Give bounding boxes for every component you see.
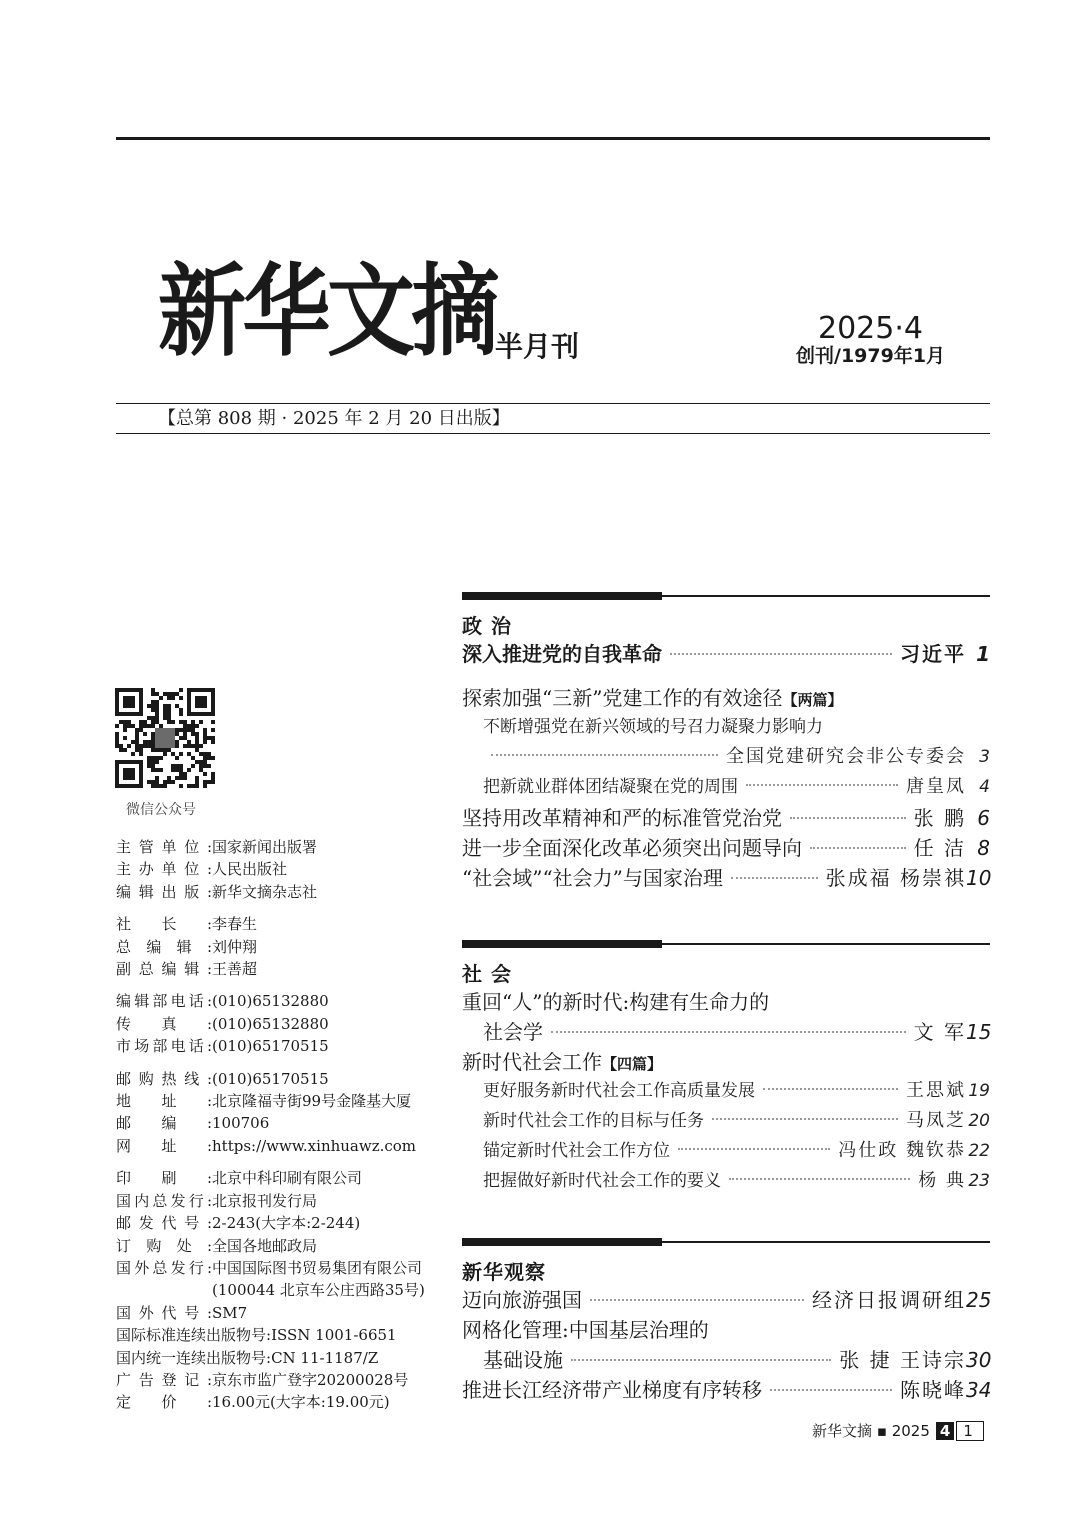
issue-rule-bottom (116, 433, 990, 434)
toc-entry[interactable] (483, 1106, 990, 1132)
info-row (116, 1257, 456, 1279)
dot-leader (571, 1358, 831, 1361)
table-of-contents (462, 592, 990, 1412)
toc-entry[interactable] (483, 712, 990, 737)
entry-author: 马凤芝 (906, 1110, 966, 1131)
dot-leader (729, 1177, 910, 1180)
info-label: 邮编: (116, 1114, 212, 1133)
toc-entry[interactable] (462, 832, 990, 861)
info-label: 国际标准连续出版物号: (116, 1326, 272, 1345)
info-value: (100044 北京车公庄西路35号) (212, 1281, 425, 1300)
toc-entry[interactable] (462, 1374, 990, 1403)
info-label: 主办单位: (116, 860, 212, 879)
info-label: 国外总发行: (116, 1258, 212, 1277)
entry-page: 1 (976, 642, 990, 666)
section-rule (462, 940, 990, 948)
toc-entry[interactable] (483, 1136, 990, 1162)
info-value: 16.00元(大字本:19.00元) (212, 1393, 390, 1412)
toc-entry[interactable] (483, 1344, 990, 1373)
dot-leader (763, 1087, 898, 1090)
footer-text: 新华文摘 ▪ 2025 (812, 1422, 930, 1440)
info-row (116, 858, 456, 880)
qr-caption: 微信公众号 (126, 802, 196, 818)
dot-leader (670, 652, 892, 655)
entry-author: 习近平 (900, 642, 966, 666)
entry-page: 6 (977, 806, 990, 830)
info-label: 邮发代号: (116, 1214, 212, 1233)
info-value: 100706 (212, 1114, 270, 1133)
entry-title: 探索加强“三新”党建工作的有效途径 (462, 686, 783, 710)
entry-title: 网格化管理:中国基层治理的 (462, 1318, 709, 1342)
info-row (116, 936, 456, 958)
entry-author: 张 鹏 (913, 806, 966, 830)
toc-entry[interactable] (462, 1284, 990, 1313)
info-row (116, 881, 456, 903)
entry-author: 全国党建研究会非公专委会 (726, 746, 966, 767)
info-value: 王善超 (212, 960, 258, 979)
dot-leader (678, 1147, 830, 1150)
entry-title: 迈向旅游强国 (462, 1288, 582, 1312)
info-row (116, 990, 456, 1012)
info-value: (010)65170515 (212, 1069, 329, 1088)
entry-title: 推进长江经济带产业梯度有序转移 (462, 1378, 762, 1402)
info-label: 编辑部电话: (116, 992, 212, 1011)
info-value: 全国各地邮政局 (212, 1236, 318, 1255)
entry-page: 4 (979, 777, 990, 797)
info-label: 邮购热线: (116, 1069, 212, 1088)
info-value: 中国国际图书贸易集团有限公司 (212, 1258, 423, 1277)
info-row (116, 836, 456, 858)
toc-entry[interactable] (483, 1076, 990, 1102)
issue-line: 【总第 808 期 · 2025 年 2 月 20 日出版】 (158, 408, 510, 429)
entry-title: 进一步全面深化改革必须突出问题导向 (462, 836, 802, 860)
toc-entry[interactable] (462, 682, 990, 711)
entry-author: 杨 典 (918, 1170, 966, 1191)
info-value: 北京中科印刷有限公司 (212, 1169, 363, 1188)
info-value: ISSN 1001-6651 (271, 1326, 397, 1345)
entry-author: 文 军 (913, 1020, 966, 1044)
info-label: 国内统一连续出版物号: (116, 1348, 272, 1367)
toc-entry[interactable] (462, 1046, 990, 1075)
toc-entry[interactable] (462, 1314, 990, 1343)
info-label: 广告登记: (116, 1370, 212, 1389)
issue-rule-top (116, 403, 990, 404)
toc-entry[interactable] (483, 742, 990, 768)
info-value: https://www.xinhuawz.com (212, 1136, 417, 1155)
toc-entry[interactable] (462, 986, 990, 1015)
magazine-title: 新华文摘 (158, 253, 496, 370)
entry-title: 新时代社会工作的目标与任务 (483, 1111, 704, 1131)
info-value: (010)65170515 (212, 1037, 329, 1056)
info-row (116, 1235, 456, 1257)
entry-author: 张成福 杨崇祺 (825, 866, 966, 890)
info-value: SM7 (212, 1303, 248, 1322)
toc-entry[interactable] (483, 1166, 990, 1192)
entry-author: 经济日报调研组 (812, 1288, 966, 1312)
info-label: 国外代号: (116, 1303, 212, 1322)
entry-title: 深入推进党的自我革命 (462, 642, 662, 666)
info-row (116, 1212, 456, 1234)
page-number: 1 (956, 1421, 984, 1441)
magazine-subtitle: 半月刊 (495, 330, 580, 363)
info-row (116, 1190, 456, 1212)
info-value: 北京报刊发行局 (212, 1191, 318, 1210)
info-row (116, 1347, 456, 1369)
toc-entry[interactable] (462, 638, 990, 667)
entry-title: “社会域”“社会力”与国家治理 (462, 866, 723, 890)
entry-title: 把新就业群体团结凝聚在党的周围 (483, 777, 738, 797)
entry-page: 34 (966, 1378, 992, 1402)
info-row (116, 1302, 456, 1324)
info-row (116, 1279, 456, 1301)
info-label: 编辑出版: (116, 882, 212, 901)
info-row (116, 1324, 456, 1346)
info-label: 总编辑: (116, 937, 212, 956)
info-value: 2-243(大字本:2-244) (212, 1214, 361, 1233)
info-row (116, 1167, 456, 1189)
info-value: 李春生 (212, 915, 258, 934)
entry-title: 不断增强党在新兴领域的号召力凝聚力影响力 (483, 717, 823, 737)
toc-entry[interactable] (462, 802, 990, 831)
info-row (116, 1090, 456, 1112)
entry-title: 把握做好新时代社会工作的要义 (483, 1171, 721, 1191)
toc-entry[interactable] (483, 772, 990, 798)
info-value: (010)65132880 (212, 992, 329, 1011)
dot-leader (746, 783, 898, 786)
entry-page: 30 (966, 1348, 992, 1372)
entry-author: 张 捷 王诗宗 (839, 1348, 966, 1372)
info-value: 京东市监广登字20200028号 (212, 1370, 409, 1389)
dot-leader (551, 1030, 906, 1033)
info-label: 印刷: (116, 1169, 212, 1188)
entry-title: 更好服务新时代社会工作高质量发展 (483, 1081, 755, 1101)
entry-page: 25 (966, 1288, 992, 1312)
toc-entry[interactable] (462, 862, 990, 891)
section-title: 新华观察 (462, 1260, 546, 1284)
entry-title: 重回“人”的新时代:构建有生命力的 (462, 990, 770, 1014)
entry-title: 社会学 (483, 1020, 543, 1044)
entry-page: 22 (968, 1141, 990, 1161)
entry-tag: 【四篇】 (602, 1055, 663, 1073)
info-value: 国家新闻出版署 (212, 838, 318, 856)
info-row (116, 1035, 456, 1057)
section-rule (462, 592, 990, 600)
info-row (116, 958, 456, 980)
founded-date: 创刊/1979年1月 (796, 345, 946, 367)
dot-leader (731, 876, 818, 879)
section-title: 社 会 (462, 962, 512, 986)
entry-author: 冯仕政 魏钦恭 (838, 1140, 966, 1161)
entry-tag: 【两篇】 (782, 691, 843, 709)
publication-info (116, 836, 456, 1414)
entry-title: 坚持用改革精神和严的标准管党治党 (462, 806, 782, 830)
entry-page: 15 (966, 1020, 992, 1044)
entry-title: 基础设施 (483, 1348, 563, 1372)
info-row (116, 1112, 456, 1134)
entry-author: 王思斌 (906, 1080, 966, 1101)
footer-issue: 4 (936, 1422, 954, 1440)
entry-page: 23 (968, 1171, 990, 1191)
section-title: 政 治 (462, 614, 512, 638)
entry-page: 3 (979, 747, 990, 767)
info-row (116, 1013, 456, 1035)
info-label (116, 1279, 212, 1301)
info-label: 网址: (116, 1136, 212, 1155)
info-label: 传真: (116, 1014, 212, 1033)
info-row (116, 1369, 456, 1391)
info-value: 刘仲翔 (212, 937, 258, 956)
section-rule (462, 1238, 990, 1246)
page-footer (812, 1420, 984, 1441)
info-row (116, 1135, 456, 1157)
dot-leader (590, 1298, 804, 1301)
toc-entry[interactable] (483, 1016, 990, 1045)
info-label: 订购处: (116, 1236, 212, 1255)
issue-number: 2025·4 (818, 311, 923, 346)
top-rule (116, 137, 990, 140)
entry-author: 陈晓峰 (900, 1378, 966, 1402)
entry-title: 锚定新时代社会工作方位 (483, 1141, 670, 1161)
qr-code (115, 688, 215, 788)
info-label: 社长: (116, 915, 212, 934)
dot-leader (790, 816, 906, 819)
entry-title: 新时代社会工作 (462, 1050, 602, 1074)
dot-leader (712, 1117, 898, 1120)
info-label: 副总编辑: (116, 960, 212, 979)
info-row (116, 913, 456, 935)
info-label: 国内总发行: (116, 1191, 212, 1210)
info-label: 地址: (116, 1092, 212, 1111)
info-label: 定价: (116, 1393, 212, 1412)
entry-author: 唐皇凤 (906, 776, 966, 797)
entry-page: 19 (968, 1081, 990, 1101)
info-label: 市场部电话: (116, 1037, 212, 1056)
info-value: 新华文摘杂志社 (212, 882, 318, 901)
entry-page: 20 (968, 1111, 990, 1131)
dot-leader (770, 1388, 892, 1391)
entry-page: 8 (977, 836, 990, 860)
info-row (116, 1068, 456, 1090)
info-value: 北京隆福寺街99号金隆基大厦 (212, 1092, 412, 1111)
dot-leader (810, 846, 906, 849)
entry-page: 10 (966, 866, 992, 890)
info-row (116, 1391, 456, 1413)
info-value: 人民出版社 (212, 860, 288, 879)
info-value: CN 11-1187/Z (271, 1348, 379, 1367)
info-value: (010)65132880 (212, 1014, 329, 1033)
dot-leader (491, 753, 718, 756)
info-label: 主管单位: (116, 838, 212, 856)
entry-author: 任 洁 (913, 836, 966, 860)
